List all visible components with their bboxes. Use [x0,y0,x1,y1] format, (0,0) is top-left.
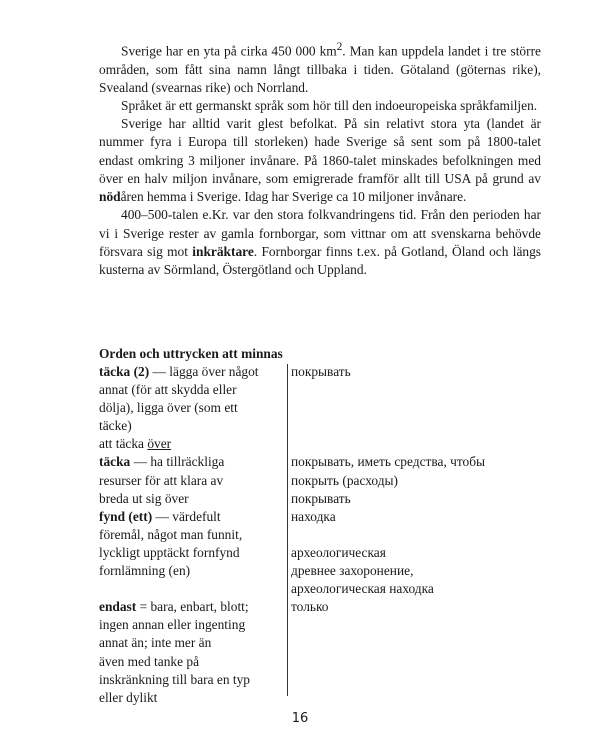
vocab-swedish-line: föremål, något man funnit, [99,526,243,542]
vocab-swedish-line: endast = bara, enbart, blott; [99,599,249,615]
page-number: 16 [291,711,309,726]
vocab-swedish-line: fornlämning (en) [99,563,191,579]
paragraph: Sverige har en yta på cirka 450 000 $km^2$. Man kan uppdela landet i tre större områden, som fått sina namn långt tillbaka i tiden. Götaland (göternas rike), Svealand (svearnas rike) och Norrland. [99,41,541,95]
paragraph: 400–500-talen e.Kr. var den stora folkvandringens tid. Från den perioden har vi i Sverige rester av gamla fornborgar, som vittnar om att svenskarna behövde försvara sig mot inkräktare. Fornborgar finns t.ex. på Gotland, Öland och längs kusterna av Sörmland, Östergötland och Uppland. [99,207,541,277]
vocab-swedish-line: täcke) [99,418,132,434]
vocab-russian-line: покрывать [291,490,351,506]
vocab-swedish-line: dölja), ligga över (som ett [99,400,238,416]
vocab-swedish-line: fynd (ett) — värdefult [99,508,221,524]
vocab-swedish-line: täcka — ha tillräckliga [99,454,225,470]
paragraph: Sverige har alltid varit glest befolkat. På sin relativt stora yta (landet är nummer fyra i Europa till storleken) hade Sverige så sent som på 1800-talet endast omkring 3 miljoner invånare. På 1860-talet minskades befolkningen med över en halv miljon invånare, som emigrerade framför allt till USA på grund av nödåren hemma i Sverige. Idag har Sverige ca 10 miljoner invånare. [99,116,541,205]
vocab-swedish-line: ingen annan eller ingenting [99,617,246,633]
vocab-swedish-line: inskränkning till bara en typ [99,671,250,687]
vocab-russian-line: археологическая находка [291,581,434,597]
vocab-swedish-line: att täcka över [99,436,172,452]
vocab-russian-line: археологическая [291,544,386,560]
vocab-russian-column [291,363,551,616]
vocab-russian-line [291,435,551,453]
vocab-russian-line: древнее захоронение, [291,563,414,579]
vocab-swedish-line: täcka (2) — lägga över något [99,364,259,379]
vocab-russian-line: покрывать [291,364,351,379]
vocab-swedish-line: eller dylikt [99,689,158,705]
vocab-swedish-line: annat (för att skydda eller [99,382,237,398]
vocab-swedish-line: annat än; inte mer än [99,635,212,651]
vocab-russian-line: только [291,599,329,615]
vocab-swedish-column [99,363,281,707]
vocab-column-divider [287,364,288,696]
vocab-russian-line [291,399,551,417]
vocab-russian-line [291,381,551,399]
vocab-swedish-line [99,580,281,598]
vocab-russian-line [291,526,551,544]
vocab-swedish-line: även med tanke på [99,653,200,669]
body-text [99,38,541,279]
vocab-russian-line [291,417,551,435]
vocab-russian-line: покрывать, иметь средства, чтобы [291,454,486,470]
vocab-swedish-line: lyckligt upptäckt fornfynd [99,544,240,560]
vocab-heading: Orden och uttrycken att minnas [99,346,283,361]
paragraph: Språket är ett germanskt språk som hör till den indoeuropeiska språkfamiljen. [121,98,538,114]
vocab-russian-line: находка [291,508,336,524]
vocab-swedish-line: breda ut sig över [99,490,189,506]
vocab-swedish-line: resurser för att klara av [99,472,224,488]
vocab-russian-line: покрыть (расходы) [291,472,398,488]
